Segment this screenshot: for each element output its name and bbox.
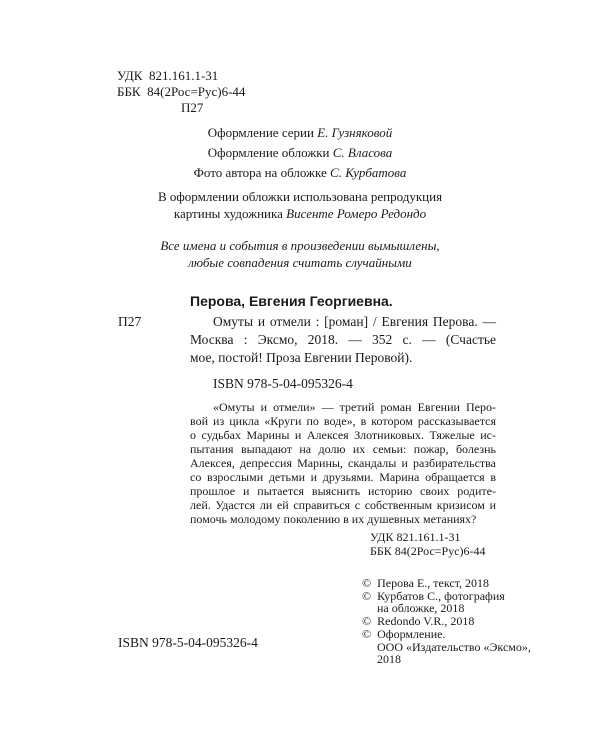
copyright-publisher: ООО «Издательство «Эксмо», xyxy=(377,640,531,654)
copyright-text: © Перова Е., текст, 2018 xyxy=(362,576,490,590)
bottom-isbn: ISBN 978-5-04-095326-4 xyxy=(118,635,258,650)
annotation-line: прошлое и пытается выяснить историю своих родите- xyxy=(190,484,496,498)
copyright-painting: © Redondo V.R., 2018 xyxy=(362,614,475,628)
bbk-code: ББК 84(2Рос=Рус)6-44 xyxy=(117,84,246,99)
credit-author-photo: Фото автора на обложке С. Курбатова xyxy=(193,165,407,180)
disclaimer-line2: любые совпадения считать случайными xyxy=(188,255,412,270)
copyright-year: 2018 xyxy=(377,652,401,666)
catalog-description-line: Москва : Эксмо, 2018. — 352 с. — (Счастье xyxy=(190,332,496,347)
cover-note-line2: картины художника Висенте Ромеро Редондо xyxy=(173,206,427,221)
udk-code: УДК 821.161.1-31 xyxy=(117,68,219,83)
annotation-line: помочь молодому поколению в их душевных метаниях? xyxy=(190,512,477,526)
catalog-description-line: Омуты и отмели : [роман] / Евгения Перова. — xyxy=(213,314,496,329)
annotation-line: о судьбах Марины и Алексея Злотниковых. Тяжелые ис- xyxy=(190,428,496,442)
annotation-line: со взрослыми детьми и друзьями. Марина обращается в xyxy=(190,470,496,484)
annotation-line: лей. Удастся ли ей справиться с собственным кризисом и xyxy=(190,498,496,512)
catalog-description-line: мое, постой! Проза Евгении Перовой). xyxy=(190,350,413,365)
catalog-isbn: ISBN 978-5-04-095326-4 xyxy=(213,376,353,391)
catalog-bbk: ББК 84(2Рос=Рус)6-44 xyxy=(370,544,486,558)
catalog-udk: УДК 821.161.1-31 xyxy=(370,530,461,544)
cover-note-line1: В оформлении обложки использована репродукция xyxy=(157,189,443,204)
copyright-photo-cont: на обложке, 2018 xyxy=(377,601,465,615)
disclaimer-line1: Все имена и события в произведении вымышлены, xyxy=(160,238,440,253)
catalog-sign: П27 xyxy=(118,314,142,329)
catalog-author-heading: Перова, Евгения Георгиевна. xyxy=(190,293,393,309)
credit-series-design: Оформление серии Е. Гузняковой xyxy=(207,125,393,140)
author-sign: П27 xyxy=(181,100,204,115)
annotation-line: вой из цикла «Круги по воде», в котором рассказывается xyxy=(190,414,496,428)
credit-cover-design: Оформление обложки С. Власова xyxy=(207,145,393,160)
copyright-photo: © Курбатов С., фотография xyxy=(362,589,505,603)
annotation-line: «Омуты и отмели» — третий роман Евгении Перо- xyxy=(213,400,496,414)
annotation-line: пытания выпадают на долю их семьи: пожар, болезнь xyxy=(190,442,496,456)
copyright-design: © Оформление. xyxy=(362,627,446,641)
annotation-line: Алексея, депрессия Марины, скандалы и разбирательства xyxy=(190,456,496,470)
